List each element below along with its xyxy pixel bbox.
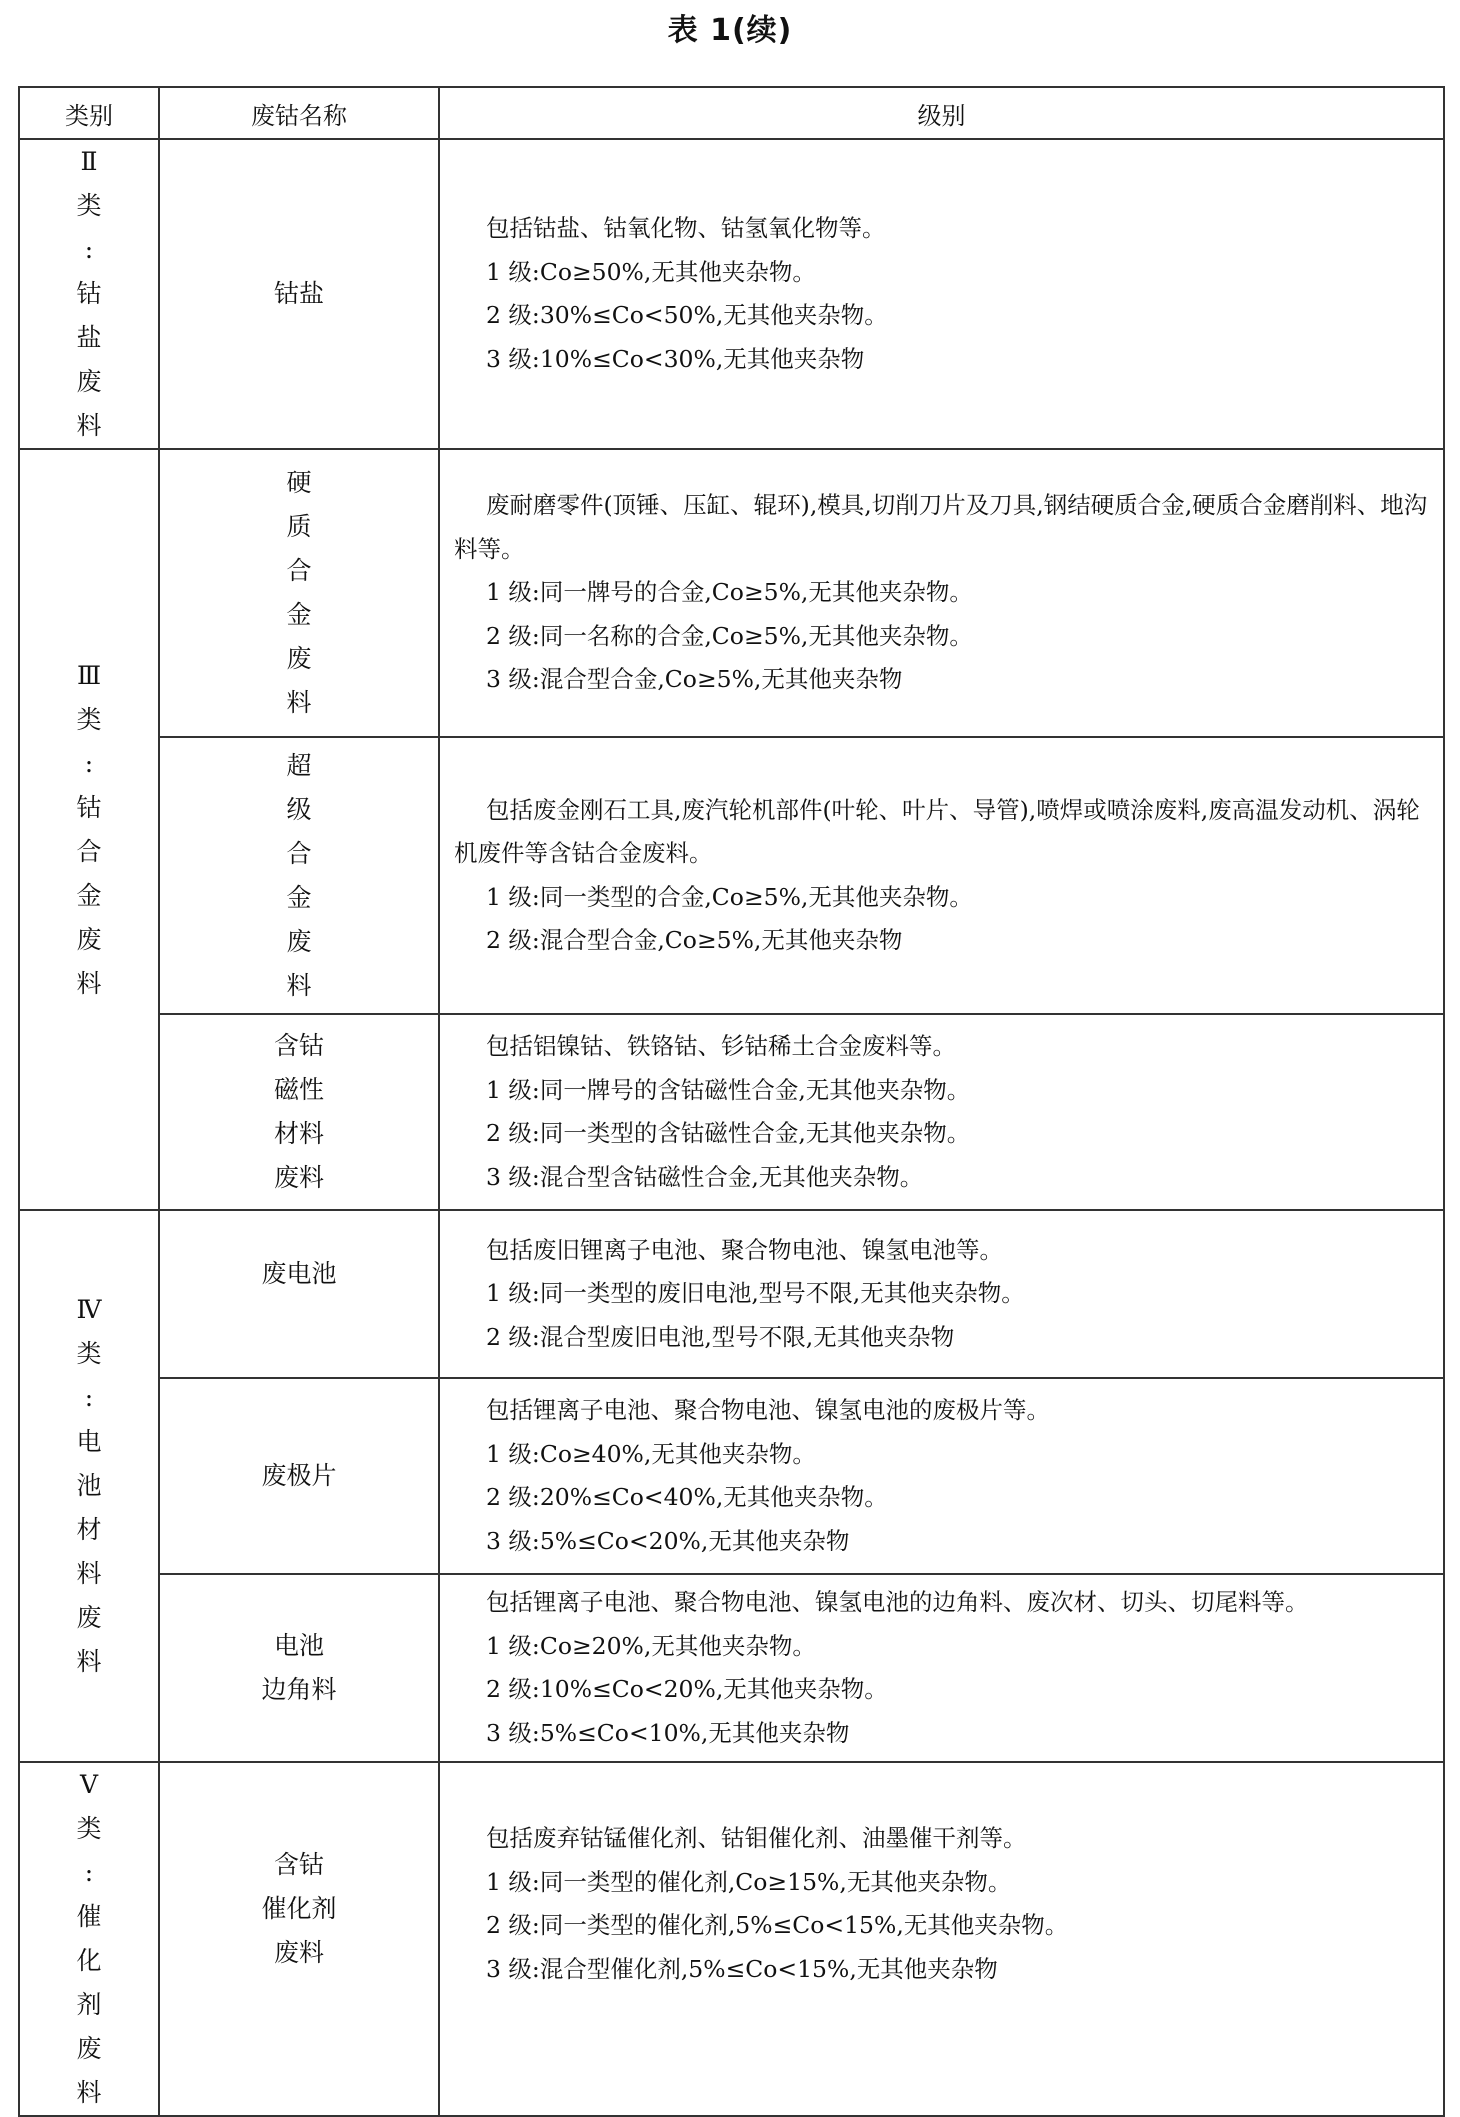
scrap-name-cell: 含钴 磁性 材料 废料	[159, 1014, 439, 1210]
category-cell	[19, 1762, 159, 2116]
grade-level: 2 级:同一名称的合金,Co≥5%,无其他夹杂物。	[486, 621, 973, 650]
grade-level: 1 级:Co≥20%,无其他夹杂物。	[486, 1631, 816, 1660]
grade-level: 2 级:30%≤Co<50%,无其他夹杂物。	[486, 301, 888, 329]
cobalt-scrap-grade-table	[18, 86, 1445, 2117]
grade-level: 2 级:20%≤Co<40%,无其他夹杂物。	[486, 1483, 888, 1511]
table-row	[19, 737, 1444, 1014]
scrap-name-cell: 含钴 催化剂 废料	[159, 1762, 439, 2116]
header-name: 废钴名称	[159, 87, 439, 139]
grade-cell	[439, 1574, 1444, 1762]
grade-cell	[439, 1210, 1444, 1378]
grade-level: 1 级:同一牌号的含钴磁性合金,无其他夹杂物。	[486, 1075, 971, 1104]
grade-level: 3 级:混合型合金,Co≥5%,无其他夹杂物	[486, 665, 903, 694]
grade-cell	[439, 1762, 1444, 2116]
grade-level: 2 级:同一类型的含钴磁性合金,无其他夹杂物。	[486, 1119, 971, 1147]
grade-level: 1 级:Co≥40%,无其他夹杂物。	[486, 1439, 816, 1468]
category-cell	[19, 1210, 159, 1762]
table-row	[19, 1378, 1444, 1574]
table-row	[19, 1014, 1444, 1210]
header-grade: 级别	[439, 87, 1444, 139]
scrap-name-cell: 超 级 合 金 废 料	[159, 737, 439, 1014]
grade-level: 3 级:10%≤Co<30%,无其他夹杂物	[486, 344, 865, 373]
scrap-name-cell: 硬 质 合 金 废 料	[159, 449, 439, 737]
category-label: Ⅳ 类 : 电 池 材 料 废 料	[76, 1295, 102, 1676]
grade-intro: 包括钴盐、钴氧化物、钴氢氧化物等。	[486, 214, 886, 242]
table-row	[19, 1574, 1444, 1762]
grade-level: 1 级:Co≥50%,无其他夹杂物。	[486, 257, 816, 286]
grade-intro: 包括铝镍钴、铁铬钴、钐钴稀土合金废料等。	[486, 1032, 956, 1060]
grade-level: 3 级:5%≤Co<20%,无其他夹杂物	[486, 1526, 850, 1555]
grade-cell	[439, 1014, 1444, 1210]
grade-cell	[439, 737, 1444, 1014]
grade-level: 2 级:混合型废旧电池,型号不限,无其他夹杂物	[486, 1322, 955, 1351]
grade-level: 3 级:5%≤Co<10%,无其他夹杂物	[486, 1718, 850, 1747]
grade-intro: 包括锂离子电池、聚合物电池、镍氢电池的边角料、废次材、切头、切尾料等。	[486, 1588, 1309, 1616]
grade-intro: 包括锂离子电池、聚合物电池、镍氢电池的废极片等。	[486, 1396, 1050, 1424]
scrap-name-cell: 钴盐	[159, 139, 439, 449]
grade-cell	[439, 449, 1444, 737]
header-category: 类别	[19, 87, 159, 139]
grade-intro: 废耐磨零件(顶锤、压缸、辊环),模具,切削刀片及刀具,钢结硬质合金,硬质合金磨削料、地沟料等。	[454, 491, 1428, 563]
category-label: Ⅴ 类 : 催 化 剂 废 料	[76, 1770, 102, 2107]
table-row	[19, 449, 1444, 737]
scrap-name-cell: 电池 边角料	[159, 1574, 439, 1762]
grade-cell	[439, 1378, 1444, 1574]
category-label: Ⅱ 类 : 钴 盐 废 料	[76, 147, 102, 440]
grade-intro: 包括废旧锂离子电池、聚合物电池、镍氢电池等。	[486, 1235, 1003, 1264]
table-row	[19, 1210, 1444, 1378]
grade-level: 1 级:同一牌号的合金,Co≥5%,无其他夹杂物。	[486, 578, 973, 607]
grade-level: 1 级:同一类型的催化剂,Co≥15%,无其他夹杂物。	[486, 1867, 1012, 1896]
grade-level: 2 级:同一类型的催化剂,5%≤Co<15%,无其他夹杂物。	[486, 1911, 1069, 1939]
grade-level: 1 级:同一类型的废旧电池,型号不限,无其他夹杂物。	[486, 1279, 1025, 1308]
grade-intro: 包括废弃钴锰催化剂、钴钼催化剂、油墨催干剂等。	[486, 1824, 1027, 1852]
table-title: 表 1(续)	[667, 13, 793, 48]
header-row	[19, 87, 1444, 139]
category-cell	[19, 449, 159, 1210]
grade-level: 2 级:混合型合金,Co≥5%,无其他夹杂物	[486, 926, 903, 954]
category-cell	[19, 139, 159, 449]
table-row	[19, 139, 1444, 449]
grade-cell	[439, 139, 1444, 449]
category-label: Ⅲ 类 : 钴 合 金 废 料	[76, 660, 102, 998]
grade-level: 2 级:10%≤Co<20%,无其他夹杂物。	[486, 1675, 888, 1703]
scrap-name-cell: 废电池	[159, 1210, 439, 1378]
grade-level: 1 级:同一类型的合金,Co≥5%,无其他夹杂物。	[486, 882, 973, 911]
grade-level: 3 级:混合型催化剂,5%≤Co<15%,无其他夹杂物	[486, 1954, 998, 1983]
grade-intro: 包括废金刚石工具,废汽轮机部件(叶轮、叶片、导管),喷焊或喷涂废料,废高温发动机、涡轮机废件等含钴合金废料。	[454, 795, 1420, 867]
scrap-name-cell: 废极片	[159, 1378, 439, 1574]
table-row	[19, 1762, 1444, 2116]
grade-level: 3 级:混合型含钴磁性合金,无其他夹杂物。	[486, 1162, 924, 1191]
